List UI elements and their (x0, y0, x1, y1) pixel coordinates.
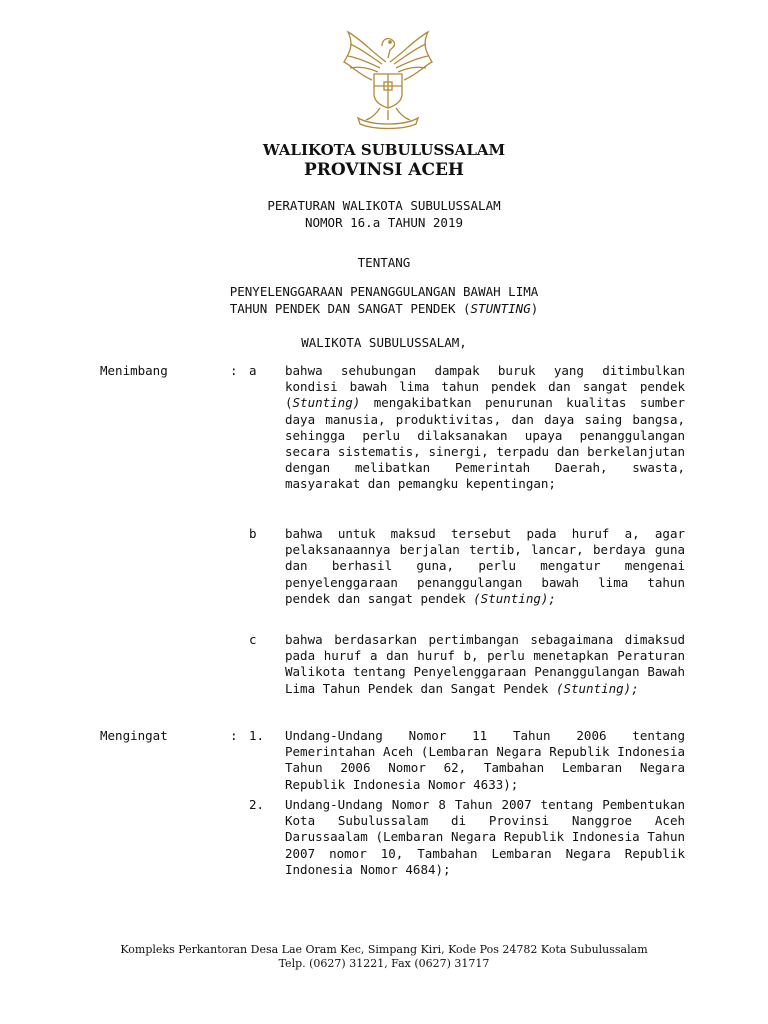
mengingat-colon: : (230, 728, 238, 743)
province-title: PROVINSI ACEH (304, 160, 464, 180)
subject-line-2-close: ) (530, 301, 539, 316)
footer-contact-line: Telp. (0627) 31221, Fax (0627) 31717 (278, 957, 490, 970)
consideration-c-italic: (Stunting); (555, 680, 639, 696)
law-1-marker: 1. (249, 728, 265, 743)
footer-address-line: Kompleks Perkantoran Desa Lae Oram Kec, Simpang Kiri, Kode Pos 24782 Kota Subulussalam (120, 943, 648, 956)
footer-address (0, 943, 768, 971)
consideration-b-text: bahwa untuk maksud tersebut pada huruf a, agar pelaksanaannya berjalan tertib, lancar, berdaya guna dan berhasil guna, perlu mengatur mengenai penyelenggaraan penanggulangan bawah lima tahun pendek dan sangat pendek (285, 526, 685, 606)
consideration-b-italic: (Stunting); (473, 590, 556, 606)
consideration-a-text: bahwa sehubungan dampak buruk yang ditimbulkan kondisi bawah lima tahun pendek dan sangat pendek ( (285, 363, 685, 411)
menimbang-colon: : (230, 363, 238, 378)
law-1-text: Undang-Undang Nomor 11 Tahun 2006 tentang Pemerintahan Aceh (Lembaran Negara Republik Indonesia Tahun 2006 Nomor 62, Tambahan Lembaran Negara Republik Indonesia Nomor 4633); (285, 728, 685, 792)
consideration-b-marker: b (249, 526, 257, 541)
consideration-c-text: bahwa berdasarkan pertimbangan sebagaimana dimaksud pada huruf a dan huruf b, perlu menetapkan Peraturan Walikota tentang Penyelenggaraan Penanggulangan Bawah Lima Tahun Pendek dan Sangat Pendek (285, 632, 685, 696)
subject-line-1: PENYELENGGARAAN PENANGGULANGAN BAWAH LIMA (229, 284, 539, 299)
mengingat-label: Mengingat (100, 728, 168, 743)
consideration-c-marker: c (249, 632, 257, 647)
regulation-subject (0, 283, 768, 317)
consideration-a-italic: Stunting) (292, 395, 361, 411)
law-2-text: Undang-Undang Nomor 8 Tahun 2007 tentang Pembentukan Kota Subulussalam di Provinsi Nanggroe Aceh Darussaalam (Lembaran Negara Republik Indonesia Tahun 2007 nomor 10, Tambahan Lembaran Negara Republik Indonesia Nomor 4684); (285, 797, 685, 877)
consideration-b (285, 526, 685, 607)
law-2-marker: 2. (249, 797, 265, 812)
consideration-a-rest: mengakibatkan penurunan kualitas sumber daya manusia, produktivitas, dan daya saing bangsa, sehingga perlu dilaksanakan upaya penanggulangan secara sistematis, sinergi, terpadu dan berkelanjutan dengan melibatkan Pemerintah Daerah, swasta, masyarakat dan pemangku kepentingan; (285, 395, 685, 492)
issuer-line: WALIKOTA SUBULUSSALAM, (301, 335, 467, 350)
regulation-name: PERATURAN WALIKOTA SUBULUSSALAM (267, 198, 501, 213)
regulation-heading (0, 197, 768, 231)
consideration-a (285, 363, 685, 493)
menimbang-label: Menimbang (100, 363, 168, 378)
consideration-c (285, 632, 685, 697)
subject-line-2 (0, 300, 768, 317)
garuda-emblem-icon (336, 22, 440, 132)
about-label: TENTANG (357, 255, 411, 270)
consideration-a-marker: a (249, 363, 257, 378)
subject-line-2-text: TAHUN PENDEK DAN SANGAT PENDEK ( (229, 301, 471, 316)
regulation-number: NOMOR 16.a TAHUN 2019 (304, 215, 464, 230)
issuer-title: WALIKOTA SUBULUSSALAM (262, 141, 506, 159)
stunting-term: STUNTING (470, 301, 531, 316)
